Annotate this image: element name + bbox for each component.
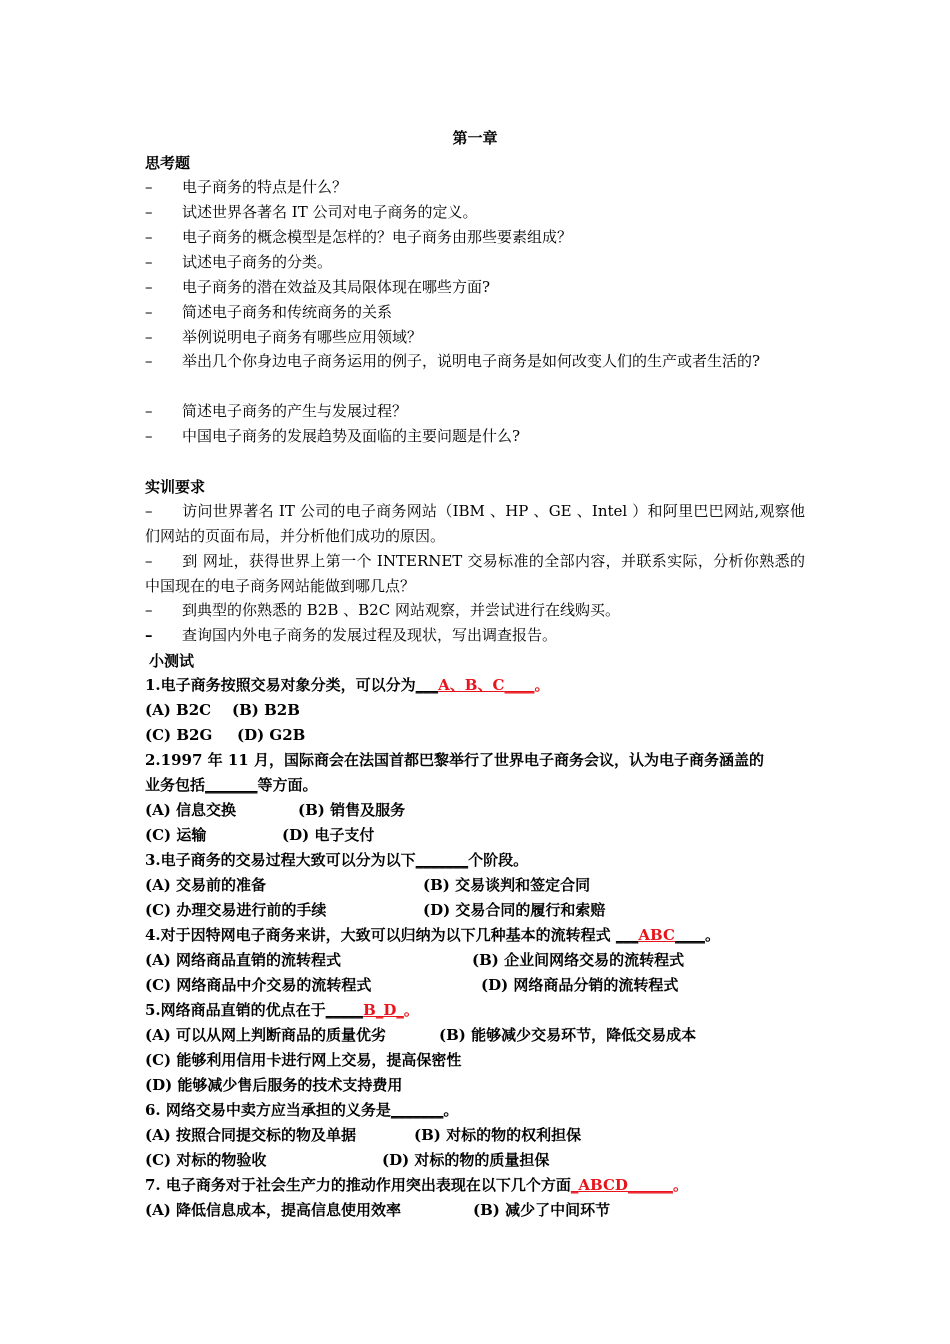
thinking-item: – 电子商务的概念模型是怎样的？电子商务由那些要素组成？ bbox=[145, 228, 573, 246]
dash-bullet: – bbox=[145, 601, 153, 619]
thinking-item: – 简述电子商务和传统商务的关系 bbox=[145, 303, 393, 321]
training-heading: 实训要求 bbox=[145, 478, 206, 496]
option-d: (D) G2B bbox=[237, 726, 306, 744]
thinking-item: – 中国电子商务的发展趋势及面临的主要问题是什么? bbox=[145, 427, 521, 445]
option-a: (A) 可以从网上判断商品的质量优劣 bbox=[145, 1026, 387, 1044]
options-row bbox=[145, 799, 405, 821]
option-d: (D) 对标的物的质量担保 bbox=[382, 1151, 550, 1169]
options-row bbox=[145, 1024, 696, 1046]
question-3: 3.电子商务的交易过程大致可以分为以下_______个阶段。 bbox=[145, 851, 529, 869]
option-d: (D) 网络商品分销的流转程式 bbox=[481, 976, 679, 994]
training-item: – 查询国内外电子商务的发展过程及现状，写出调查报告。 bbox=[145, 626, 558, 644]
thinking-item: – 电子商务的特点是什么？ bbox=[145, 178, 348, 196]
options-row bbox=[145, 699, 300, 721]
chapter-title: 第一章 bbox=[452, 129, 498, 147]
answer-text: ABC bbox=[638, 926, 675, 944]
dash-bullet: – bbox=[145, 402, 153, 420]
option-b: (B) 企业间网络交易的流转程式 bbox=[472, 951, 685, 969]
dash-bullet: – bbox=[145, 303, 153, 321]
thinking-item: – 简述电子商务的产生与发展过程？ bbox=[145, 402, 408, 420]
dash-bullet: – bbox=[145, 278, 153, 296]
question-1: 1.电子商务按照交易对象分类，可以分为___A、B、C____。 bbox=[145, 676, 550, 694]
options-row bbox=[145, 1199, 610, 1221]
option-c: (C) 能够利用信用卡进行网上交易，提高保密性 bbox=[145, 1051, 462, 1069]
dash-bullet: – bbox=[145, 626, 153, 644]
dash-bullet: – bbox=[145, 203, 153, 221]
option-a: (A) 交易前的准备 bbox=[145, 876, 267, 894]
answer-text: A、B、C bbox=[438, 676, 505, 694]
options-row bbox=[145, 974, 678, 996]
option-a: (A) B2C bbox=[145, 701, 212, 719]
option-d: (D) 交易合同的履行和索赔 bbox=[423, 901, 606, 919]
option-b: (B) 能够减少交易环节，降低交易成本 bbox=[439, 1026, 697, 1044]
option-c: (C) 网络商品中介交易的流转程式 bbox=[145, 976, 372, 994]
option-a: (A) 降低信息成本，提高信息使用效率 bbox=[145, 1201, 402, 1219]
option-b: (B) B2B bbox=[232, 701, 300, 719]
thinking-item: – 电子商务的潜在效益及其局限体现在哪些方面? bbox=[145, 278, 491, 296]
dash-bullet: – bbox=[145, 502, 153, 520]
option-a: (A) 信息交换 bbox=[145, 801, 237, 819]
option-c: (C) 运输 bbox=[145, 826, 207, 844]
dash-bullet: – bbox=[145, 328, 153, 346]
option-d: (D) 能够减少售后服务的技术支持费用 bbox=[145, 1076, 403, 1094]
option-a: (A) 按照合同提交标的物及单据 bbox=[145, 1126, 357, 1144]
option-b: (B) 销售及服务 bbox=[298, 801, 406, 819]
dash-bullet: – bbox=[145, 253, 153, 271]
quiz-heading: 小测试 bbox=[149, 652, 195, 670]
option-c: (C) 对标的物验收 bbox=[145, 1151, 267, 1169]
options-row bbox=[145, 724, 305, 746]
options-row bbox=[145, 1149, 549, 1171]
options-row bbox=[145, 874, 590, 896]
dash-bullet: – bbox=[145, 352, 153, 370]
answer-text: ABCD bbox=[578, 1176, 628, 1194]
options-row bbox=[145, 1124, 581, 1146]
training-item: – 到 网址，获得世界上第一个 INTERNET 交易标准的全部内容，并联系实际，分析你熟悉的中国现在的电子商务网站能做到哪几点？ bbox=[145, 549, 805, 599]
question-4: 4.对于因特网电子商务来讲，大致可以归纳为以下几种基本的流转程式 ___ABC____。 bbox=[145, 926, 720, 944]
dash-bullet: – bbox=[145, 178, 153, 196]
thinking-item: – 举出几个你身边电子商务运用的例子，说明电子商务是如何改变人们的生产或者生活的? bbox=[145, 349, 805, 374]
training-item: – 到典型的你熟悉的 B2B 、B2C 网站观察，并尝试进行在线购买。 bbox=[145, 601, 620, 619]
question-7: 7. 电子商务对于社会生产力的推动作用突出表现在以下几个方面_ABCD______。 bbox=[145, 1176, 688, 1194]
options-row bbox=[145, 824, 374, 846]
training-item: – 访问世界著名 IT 公司的电子商务网站（IBM 、HP 、GE 、Intel ）和阿里巴巴网站,观察他们网站的页面布局，并分析他们成功的原因。 bbox=[145, 499, 805, 549]
question-6: 6. 网络交易中卖方应当承担的义务是_______。 bbox=[145, 1101, 459, 1119]
option-d: (D) 电子支付 bbox=[282, 826, 375, 844]
answer-text: B_D_ bbox=[363, 1001, 404, 1019]
options-row bbox=[145, 949, 684, 971]
dash-bullet: – bbox=[145, 427, 153, 445]
thinking-heading: 思考题 bbox=[145, 154, 191, 172]
thinking-item: – 试述世界各著名 IT 公司对电子商务的定义。 bbox=[145, 203, 478, 221]
option-c: (C) B2G bbox=[145, 726, 213, 744]
option-b: (B) 对标的物的权利担保 bbox=[414, 1126, 582, 1144]
thinking-item: – 举例说明电子商务有哪些应用领域？ bbox=[145, 328, 423, 346]
thinking-item: – 试述电子商务的分类。 bbox=[145, 253, 333, 271]
dash-bullet: – bbox=[145, 228, 153, 246]
option-c: (C) 办理交易进行前的手续 bbox=[145, 901, 327, 919]
options-row bbox=[145, 899, 605, 921]
question-2: 2.1997 年 11 月，国际商会在法国首都巴黎举行了世界电子商务会议，认为电子商务涵盖的 bbox=[145, 751, 764, 769]
option-a: (A) 网络商品直销的流转程式 bbox=[145, 951, 342, 969]
dash-bullet: – bbox=[145, 552, 153, 570]
option-b: (B) 交易谈判和签定合同 bbox=[423, 876, 591, 894]
question-5: 5.网络商品直销的优点在于_____B_D_。 bbox=[145, 1001, 419, 1019]
question-2-cont: 业务包括_______等方面。 bbox=[145, 776, 318, 794]
option-b: (B) 减少了中间环节 bbox=[473, 1201, 611, 1219]
